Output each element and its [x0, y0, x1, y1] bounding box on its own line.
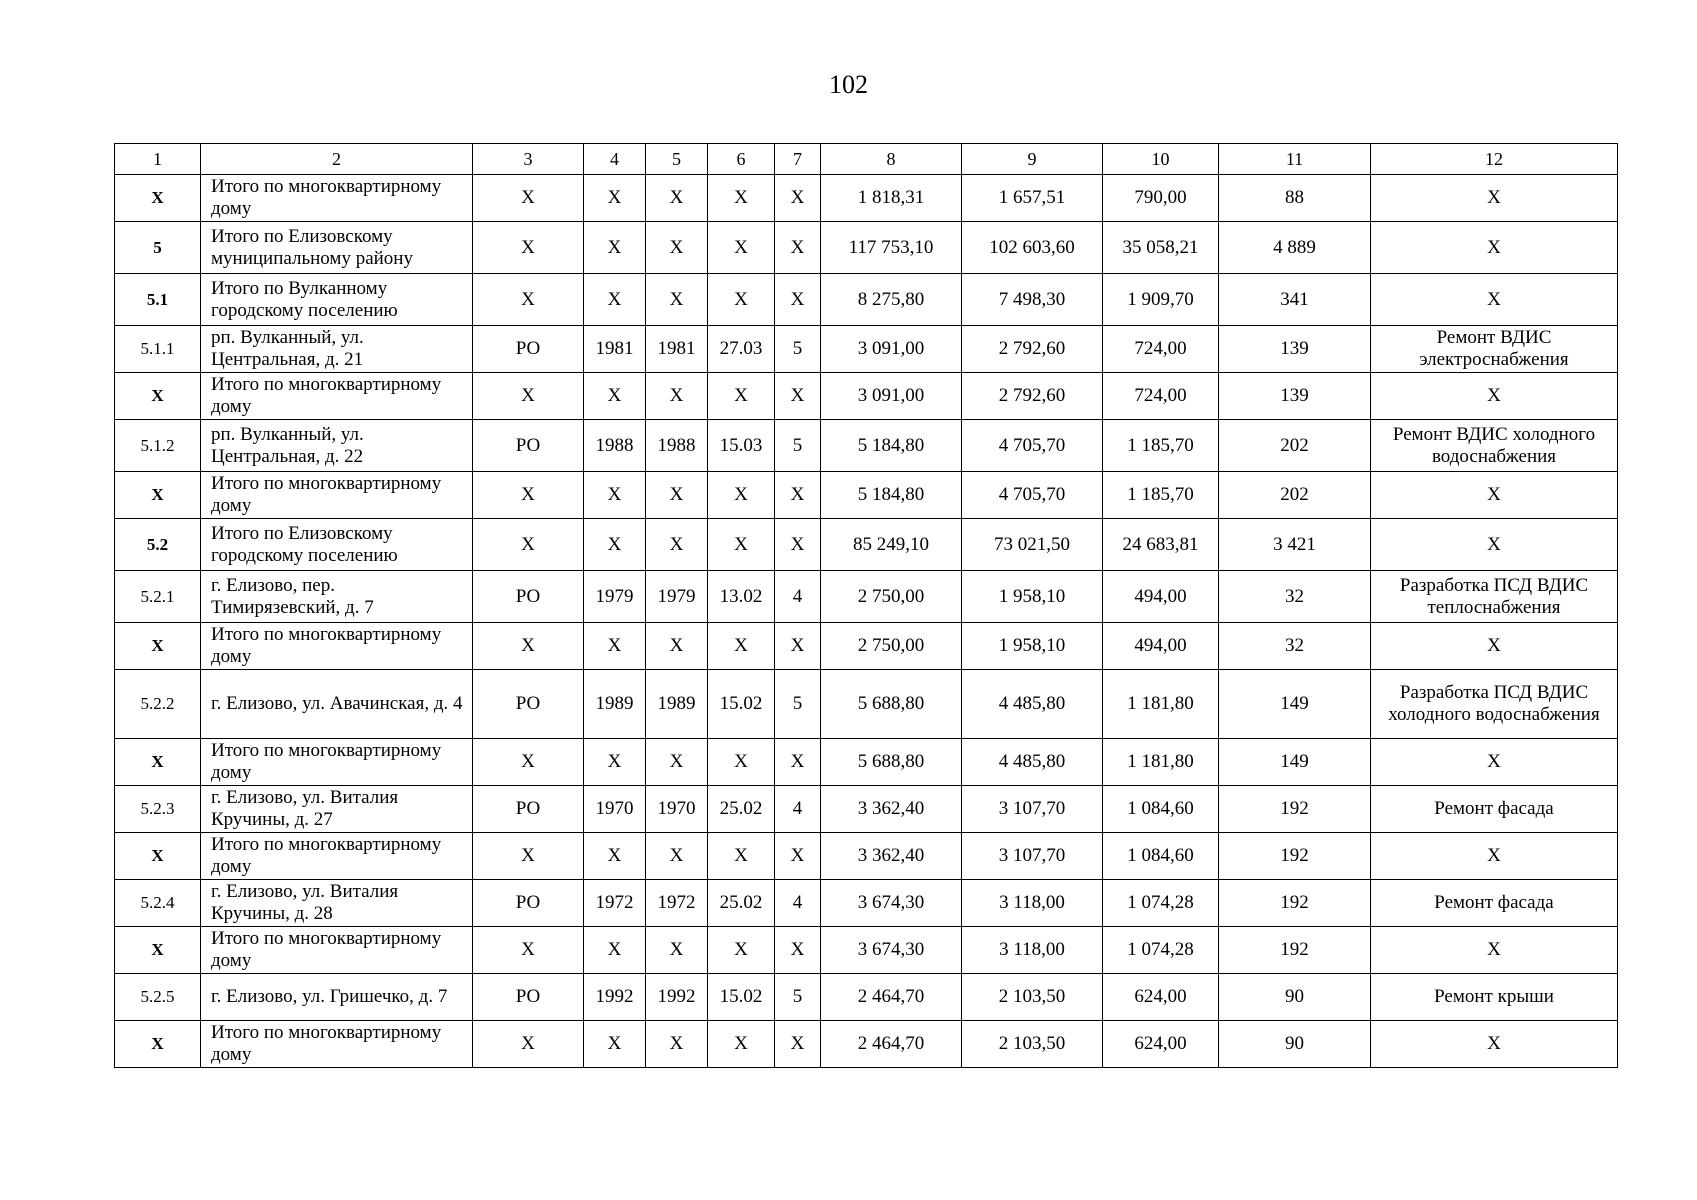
column-header-5: 5	[646, 144, 708, 175]
column-header-1: 1	[115, 144, 201, 175]
cell-object-type: X	[473, 175, 584, 222]
cell-year-commissioned: X	[646, 833, 708, 880]
cell-work-type: X	[1371, 222, 1618, 274]
table-row	[115, 373, 1618, 420]
cell-address: г. Елизово, ул. Виталия Кручины, д. 28	[201, 880, 473, 927]
cell-wall-material: X	[708, 833, 775, 880]
cell-year-built: 1981	[584, 326, 646, 373]
cell-object-type: РО	[473, 571, 584, 623]
cell-residents: 149	[1219, 739, 1371, 786]
cell-year-commissioned: X	[646, 175, 708, 222]
cell-residents: 32	[1219, 623, 1371, 670]
cell-wall-material: X	[708, 274, 775, 326]
cell-floors: 4	[775, 880, 821, 927]
cell-residents: 192	[1219, 833, 1371, 880]
cell-residents: 3 421	[1219, 519, 1371, 571]
cell-object-type: X	[473, 373, 584, 420]
cell-year-built: X	[584, 175, 646, 222]
cell-object-type: РО	[473, 974, 584, 1021]
cell-address: г. Елизово, ул. Виталия Кручины, д. 27	[201, 786, 473, 833]
cell-floors: 5	[775, 326, 821, 373]
cell-address: Итого по Елизовскому муниципальному району	[201, 222, 473, 274]
cell-year-built: X	[584, 1021, 646, 1068]
cell-work-type: X	[1371, 1021, 1618, 1068]
cell-item-number: 5.1	[115, 274, 201, 326]
cell-residents: 90	[1219, 1021, 1371, 1068]
cell-year-commissioned: X	[646, 519, 708, 571]
cell-living-area: 3 107,70	[962, 833, 1103, 880]
cell-year-built: 1970	[584, 786, 646, 833]
cell-wall-material: 15.02	[708, 974, 775, 1021]
cell-work-type: Ремонт ВДИС холодного водоснабжения	[1371, 420, 1618, 472]
cell-year-built: X	[584, 373, 646, 420]
cell-address: г. Елизово, ул. Авачинская, д. 4	[201, 670, 473, 739]
table-row	[115, 326, 1618, 373]
cell-work-type: X	[1371, 623, 1618, 670]
cell-living-area: 3 118,00	[962, 927, 1103, 974]
cell-floors: 4	[775, 786, 821, 833]
cell-wall-material: X	[708, 472, 775, 519]
cell-total-area: 1 818,31	[821, 175, 962, 222]
column-header-6: 6	[708, 144, 775, 175]
cell-year-commissioned: X	[646, 472, 708, 519]
cell-year-commissioned: X	[646, 927, 708, 974]
table-row	[115, 974, 1618, 1021]
cell-work-type: X	[1371, 274, 1618, 326]
cell-wall-material: X	[708, 175, 775, 222]
cell-living-area: 4 705,70	[962, 472, 1103, 519]
cell-floors: X	[775, 222, 821, 274]
cell-wall-material: 15.03	[708, 420, 775, 472]
header-row	[115, 144, 1618, 175]
column-header-9: 9	[962, 144, 1103, 175]
cell-object-type: X	[473, 739, 584, 786]
cell-living-area: 1 958,10	[962, 571, 1103, 623]
cell-year-commissioned: 1989	[646, 670, 708, 739]
cell-year-built: X	[584, 833, 646, 880]
cell-year-commissioned: 1970	[646, 786, 708, 833]
cell-nonliving-area: 1 074,28	[1103, 927, 1219, 974]
cell-item-number: X	[115, 472, 201, 519]
cell-floors: X	[775, 373, 821, 420]
cell-nonliving-area: 1 185,70	[1103, 420, 1219, 472]
table-row	[115, 739, 1618, 786]
cell-floors: 5	[775, 420, 821, 472]
table-row	[115, 833, 1618, 880]
cell-wall-material: 27.03	[708, 326, 775, 373]
cell-object-type: РО	[473, 670, 584, 739]
cell-residents: 88	[1219, 175, 1371, 222]
table-row	[115, 786, 1618, 833]
column-header-11: 11	[1219, 144, 1371, 175]
cell-item-number: 5.2.1	[115, 571, 201, 623]
cell-total-area: 3 674,30	[821, 927, 962, 974]
cell-nonliving-area: 1 185,70	[1103, 472, 1219, 519]
cell-wall-material: X	[708, 373, 775, 420]
cell-year-built: X	[584, 739, 646, 786]
cell-wall-material: X	[708, 222, 775, 274]
cell-object-type: X	[473, 274, 584, 326]
cell-floors: X	[775, 519, 821, 571]
table-row	[115, 880, 1618, 927]
cell-year-built: X	[584, 472, 646, 519]
cell-nonliving-area: 1 084,60	[1103, 786, 1219, 833]
cell-nonliving-area: 24 683,81	[1103, 519, 1219, 571]
cell-living-area: 4 485,80	[962, 739, 1103, 786]
cell-year-commissioned: X	[646, 222, 708, 274]
cell-nonliving-area: 494,00	[1103, 623, 1219, 670]
cell-year-built: X	[584, 222, 646, 274]
cell-living-area: 2 792,60	[962, 326, 1103, 373]
cell-year-built: 1979	[584, 571, 646, 623]
cell-nonliving-area: 35 058,21	[1103, 222, 1219, 274]
cell-object-type: X	[473, 1021, 584, 1068]
cell-item-number: X	[115, 373, 201, 420]
cell-item-number: 5.2.3	[115, 786, 201, 833]
cell-object-type: X	[473, 927, 584, 974]
cell-living-area: 102 603,60	[962, 222, 1103, 274]
cell-wall-material: X	[708, 739, 775, 786]
cell-work-type: Разработка ПСД ВДИС теплоснабжения	[1371, 571, 1618, 623]
cell-total-area: 5 688,80	[821, 670, 962, 739]
cell-item-number: 5.2.4	[115, 880, 201, 927]
cell-nonliving-area: 1 084,60	[1103, 833, 1219, 880]
cell-work-type: X	[1371, 833, 1618, 880]
cell-living-area: 4 485,80	[962, 670, 1103, 739]
cell-item-number: 5	[115, 222, 201, 274]
cell-object-type: X	[473, 519, 584, 571]
cell-residents: 139	[1219, 326, 1371, 373]
cell-floors: X	[775, 739, 821, 786]
cell-address: Итого по Вулканному городскому поселению	[201, 274, 473, 326]
cell-object-type: РО	[473, 420, 584, 472]
cell-living-area: 3 107,70	[962, 786, 1103, 833]
cell-floors: X	[775, 927, 821, 974]
cell-nonliving-area: 624,00	[1103, 1021, 1219, 1068]
cell-object-type: РО	[473, 786, 584, 833]
cell-address: г. Елизово, ул. Гришечко, д. 7	[201, 974, 473, 1021]
cell-total-area: 5 688,80	[821, 739, 962, 786]
cell-item-number: 5.2.5	[115, 974, 201, 1021]
cell-year-commissioned: X	[646, 274, 708, 326]
cell-work-type: Ремонт фасада	[1371, 880, 1618, 927]
table-row	[115, 571, 1618, 623]
cell-nonliving-area: 494,00	[1103, 571, 1219, 623]
repair-program-table	[114, 143, 1618, 1068]
cell-floors: 5	[775, 974, 821, 1021]
cell-work-type: Ремонт ВДИС электроснабжения	[1371, 326, 1618, 373]
cell-nonliving-area: 1 074,28	[1103, 880, 1219, 927]
cell-work-type: X	[1371, 373, 1618, 420]
cell-residents: 32	[1219, 571, 1371, 623]
cell-item-number: 5.1.1	[115, 326, 201, 373]
cell-address: Итого по многоквартирному дому	[201, 472, 473, 519]
cell-item-number: X	[115, 175, 201, 222]
cell-wall-material: X	[708, 519, 775, 571]
page-number: 102	[829, 70, 868, 99]
cell-nonliving-area: 1 909,70	[1103, 274, 1219, 326]
cell-nonliving-area: 790,00	[1103, 175, 1219, 222]
cell-item-number: 5.2.2	[115, 670, 201, 739]
table-row	[115, 175, 1618, 222]
cell-residents: 90	[1219, 974, 1371, 1021]
cell-work-type: Разработка ПСД ВДИС холодного водоснабжения	[1371, 670, 1618, 739]
cell-floors: X	[775, 833, 821, 880]
cell-year-built: 1988	[584, 420, 646, 472]
cell-wall-material: 25.02	[708, 880, 775, 927]
cell-living-area: 2 792,60	[962, 373, 1103, 420]
cell-residents: 202	[1219, 472, 1371, 519]
table-body	[115, 175, 1618, 1068]
cell-work-type: X	[1371, 739, 1618, 786]
cell-wall-material: 13.02	[708, 571, 775, 623]
cell-address: г. Елизово, пер. Тимирязевский, д. 7	[201, 571, 473, 623]
cell-total-area: 2 750,00	[821, 571, 962, 623]
cell-item-number: 5.1.2	[115, 420, 201, 472]
cell-residents: 192	[1219, 880, 1371, 927]
column-header-4: 4	[584, 144, 646, 175]
column-header-7: 7	[775, 144, 821, 175]
table-row	[115, 927, 1618, 974]
cell-work-type: X	[1371, 927, 1618, 974]
column-header-3: 3	[473, 144, 584, 175]
table-row	[115, 519, 1618, 571]
cell-total-area: 2 464,70	[821, 1021, 962, 1068]
cell-object-type: X	[473, 222, 584, 274]
cell-item-number: X	[115, 623, 201, 670]
column-header-2: 2	[201, 144, 473, 175]
cell-living-area: 3 118,00	[962, 880, 1103, 927]
cell-address: Итого по многоквартирному дому	[201, 373, 473, 420]
cell-year-built: X	[584, 927, 646, 974]
cell-object-type: X	[473, 623, 584, 670]
cell-total-area: 5 184,80	[821, 420, 962, 472]
table-row	[115, 274, 1618, 326]
cell-residents: 149	[1219, 670, 1371, 739]
cell-address: Итого по многоквартирному дому	[201, 1021, 473, 1068]
column-header-8: 8	[821, 144, 962, 175]
cell-floors: X	[775, 175, 821, 222]
cell-address: Итого по многоквартирному дому	[201, 739, 473, 786]
cell-residents: 4 889	[1219, 222, 1371, 274]
cell-living-area: 73 021,50	[962, 519, 1103, 571]
cell-year-built: X	[584, 623, 646, 670]
cell-living-area: 1 657,51	[962, 175, 1103, 222]
cell-residents: 192	[1219, 927, 1371, 974]
table-row	[115, 472, 1618, 519]
cell-year-built: 1992	[584, 974, 646, 1021]
cell-living-area: 2 103,50	[962, 1021, 1103, 1068]
cell-year-built: 1972	[584, 880, 646, 927]
cell-floors: X	[775, 274, 821, 326]
cell-total-area: 85 249,10	[821, 519, 962, 571]
cell-year-commissioned: 1979	[646, 571, 708, 623]
cell-object-type: РО	[473, 880, 584, 927]
cell-address: Итого по многоквартирному дому	[201, 927, 473, 974]
cell-residents: 202	[1219, 420, 1371, 472]
cell-year-built: 1989	[584, 670, 646, 739]
table-row	[115, 670, 1618, 739]
cell-nonliving-area: 724,00	[1103, 326, 1219, 373]
cell-work-type: X	[1371, 472, 1618, 519]
cell-total-area: 5 184,80	[821, 472, 962, 519]
cell-nonliving-area: 624,00	[1103, 974, 1219, 1021]
cell-wall-material: X	[708, 1021, 775, 1068]
cell-living-area: 7 498,30	[962, 274, 1103, 326]
cell-address: Итого по многоквартирному дому	[201, 623, 473, 670]
cell-living-area: 1 958,10	[962, 623, 1103, 670]
cell-year-commissioned: X	[646, 739, 708, 786]
cell-year-built: X	[584, 274, 646, 326]
column-header-12: 12	[1371, 144, 1618, 175]
cell-year-commissioned: X	[646, 373, 708, 420]
cell-wall-material: X	[708, 927, 775, 974]
cell-address: рп. Вулканный, ул. Центральная, д. 21	[201, 326, 473, 373]
cell-total-area: 3 091,00	[821, 326, 962, 373]
table-row	[115, 222, 1618, 274]
cell-nonliving-area: 1 181,80	[1103, 670, 1219, 739]
cell-object-type: X	[473, 472, 584, 519]
cell-address: Итого по многоквартирному дому	[201, 175, 473, 222]
cell-wall-material: 15.02	[708, 670, 775, 739]
cell-wall-material: X	[708, 623, 775, 670]
cell-work-type: X	[1371, 175, 1618, 222]
cell-object-type: X	[473, 833, 584, 880]
cell-object-type: РО	[473, 326, 584, 373]
cell-address: рп. Вулканный, ул. Центральная, д. 22	[201, 420, 473, 472]
cell-item-number: X	[115, 739, 201, 786]
cell-residents: 139	[1219, 373, 1371, 420]
cell-year-commissioned: 1981	[646, 326, 708, 373]
cell-item-number: X	[115, 833, 201, 880]
cell-item-number: X	[115, 1021, 201, 1068]
cell-year-commissioned: X	[646, 623, 708, 670]
cell-total-area: 3 091,00	[821, 373, 962, 420]
cell-nonliving-area: 1 181,80	[1103, 739, 1219, 786]
cell-living-area: 2 103,50	[962, 974, 1103, 1021]
cell-address: Итого по многоквартирному дому	[201, 833, 473, 880]
cell-item-number: 5.2	[115, 519, 201, 571]
cell-total-area: 3 362,40	[821, 786, 962, 833]
table-row	[115, 623, 1618, 670]
cell-nonliving-area: 724,00	[1103, 373, 1219, 420]
cell-year-commissioned: 1988	[646, 420, 708, 472]
cell-total-area: 3 674,30	[821, 880, 962, 927]
cell-total-area: 8 275,80	[821, 274, 962, 326]
cell-residents: 341	[1219, 274, 1371, 326]
cell-residents: 192	[1219, 786, 1371, 833]
column-header-10: 10	[1103, 144, 1219, 175]
cell-total-area: 2 750,00	[821, 623, 962, 670]
cell-total-area: 3 362,40	[821, 833, 962, 880]
cell-total-area: 2 464,70	[821, 974, 962, 1021]
cell-year-commissioned: 1992	[646, 974, 708, 1021]
cell-address: Итого по Елизовскому городскому поселению	[201, 519, 473, 571]
cell-year-commissioned: X	[646, 1021, 708, 1068]
cell-year-built: X	[584, 519, 646, 571]
cell-item-number: X	[115, 927, 201, 974]
cell-floors: X	[775, 623, 821, 670]
cell-living-area: 4 705,70	[962, 420, 1103, 472]
cell-work-type: Ремонт фасада	[1371, 786, 1618, 833]
table-row	[115, 420, 1618, 472]
cell-total-area: 117 753,10	[821, 222, 962, 274]
table-row	[115, 1021, 1618, 1068]
cell-floors: X	[775, 472, 821, 519]
cell-floors: 5	[775, 670, 821, 739]
cell-floors: X	[775, 1021, 821, 1068]
cell-floors: 4	[775, 571, 821, 623]
cell-wall-material: 25.02	[708, 786, 775, 833]
cell-work-type: Ремонт крыши	[1371, 974, 1618, 1021]
cell-work-type: X	[1371, 519, 1618, 571]
cell-year-commissioned: 1972	[646, 880, 708, 927]
